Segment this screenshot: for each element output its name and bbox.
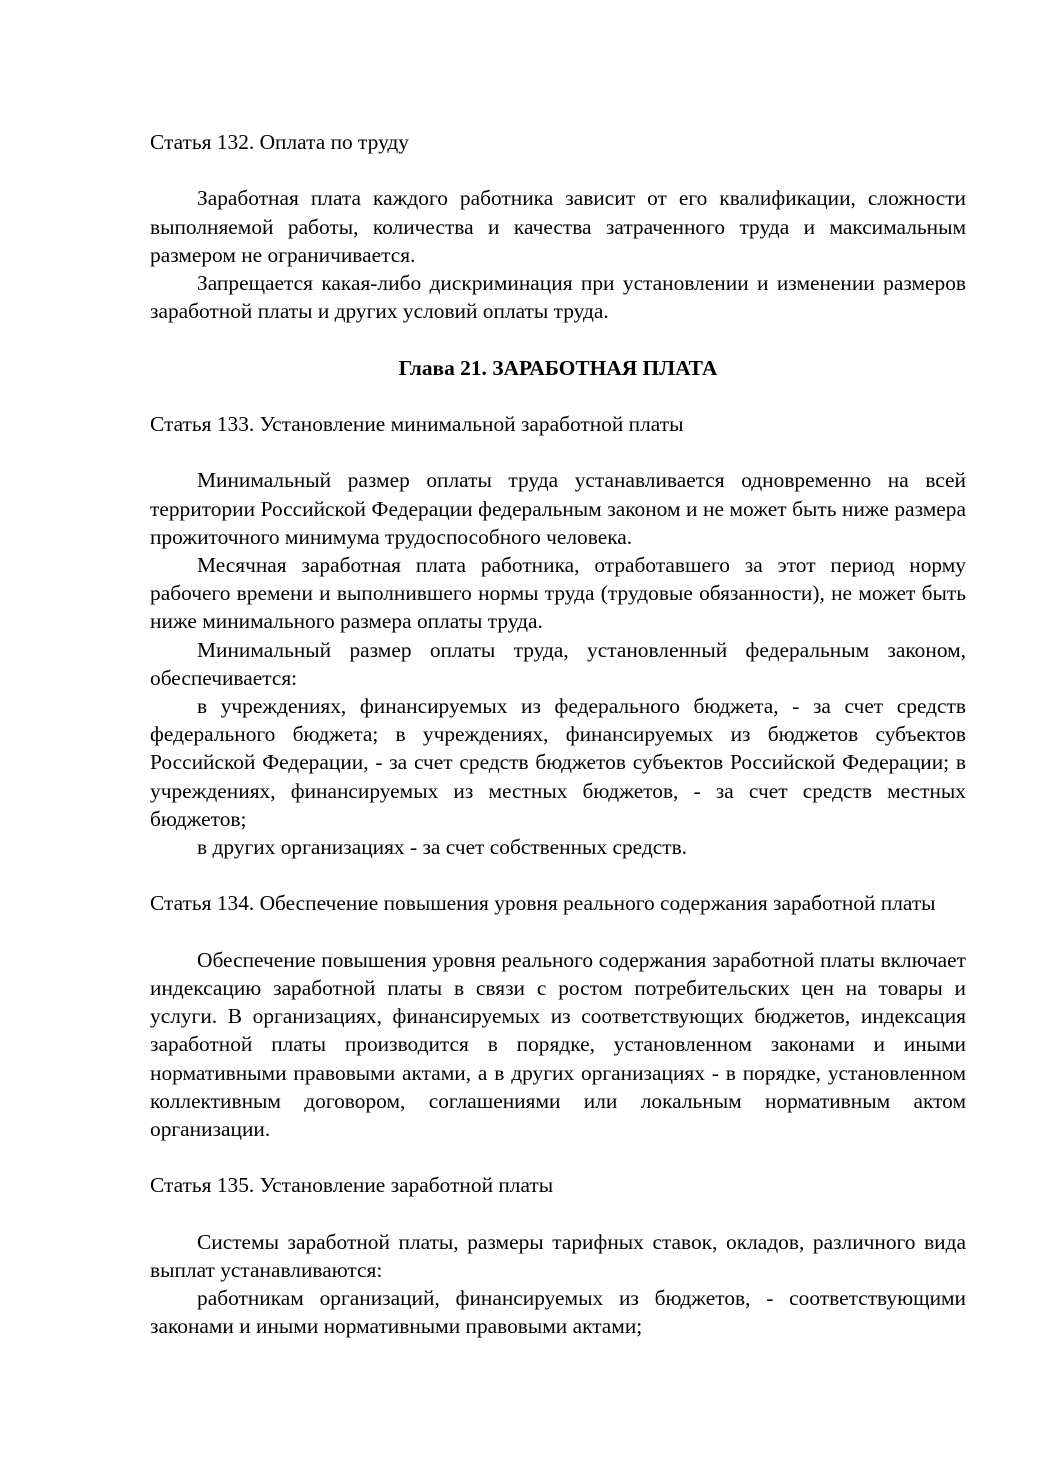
article-132-paragraph-2: Запрещается какая-либо дискриминация при установлении и изменении размеров заработной платы и других условий оплаты труда.: [150, 271, 966, 324]
article-133-paragraph-1: Минимальный размер оплаты труда устанавливается одновременно на всей территории Российской Федерации федеральным законом и не может быть ниже размера прожиточного минимума трудоспособного человека.: [150, 468, 966, 549]
article-135-paragraph-2: работникам организаций, финансируемых из бюджетов, - соответствующими законами и иными нормативными правовыми актами;: [150, 1286, 966, 1339]
article-135-paragraph-1: Системы заработной платы, размеры тарифных ставок, окладов, различного вида выплат устанавливаются:: [150, 1229, 966, 1282]
article-132-paragraph-1: Заработная плата каждого работника зависит от его квалификации, сложности выполняемой работы, количества и качества затраченного труда и максимальным размером не ограничивается.: [150, 186, 966, 267]
article-133-title: Статья 133. Установление минимальной заработной платы: [150, 411, 684, 436]
document-page: [150, 128, 966, 1341]
article-133-paragraph-3: Минимальный размер оплаты труда, установленный федеральным законом, обеспечивается:: [150, 637, 966, 690]
article-134-title: Статья 134. Обеспечение повышения уровня реального содержания заработной платы: [150, 891, 936, 916]
chapter-21-title: Глава 21. ЗАРАБОТНАЯ ПЛАТА: [398, 355, 718, 380]
article-133-paragraph-2: Месячная заработная плата работника, отработавшего за этот период норму рабочего времени и выполнившего нормы труда (трудовые обязанности), не может быть ниже минимального размера оплаты труда.: [150, 552, 966, 634]
article-133-paragraph-4: в учреждениях, финансируемых из федерального бюджета, - за счет средств федерального бюджета; в учреждениях, финансируемых из бюджетов субъектов Российской Федерации, - за счет средств бюджетов субъектов Российской Федерации; в учреждениях, финансируемых из местных бюджетов, - за счет средств местных бюджетов;: [150, 694, 966, 831]
article-132-title: Статья 132. Оплата по труду: [150, 130, 410, 154]
article-133-paragraph-5: в других организациях - за счет собственных средств.: [197, 835, 688, 860]
article-134-paragraph-1: Обеспечение повышения уровня реального содержания заработной платы включает индексацию заработной платы в связи с ростом потребительских цен на товары и услуги. В организациях, финансируемых из соответствующих бюджетов, индексация заработной платы производится в порядке, установленном законами и иными нормативными правовыми актами, а в других организациях - в порядке, установленном коллективным договором, соглашениями или локальным нормативным актом организации.: [150, 947, 966, 1142]
article-135-title: Статья 135. Установление заработной платы: [150, 1173, 554, 1198]
